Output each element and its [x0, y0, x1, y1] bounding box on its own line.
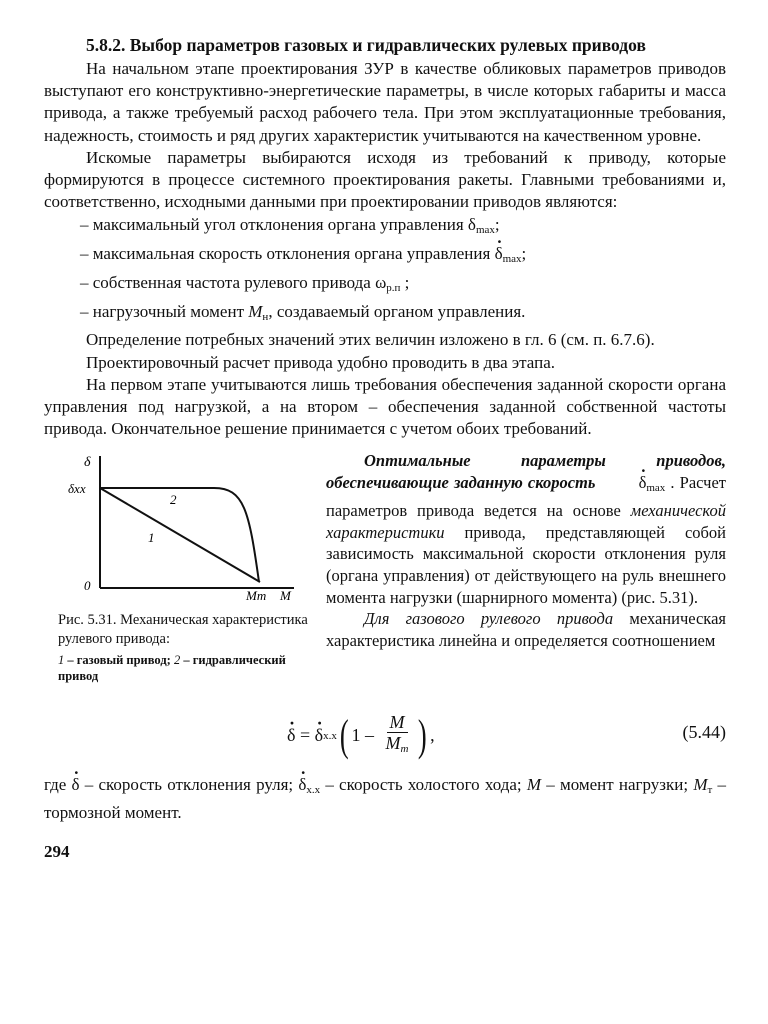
y-axis-label: δ [84, 455, 91, 471]
page-number: 294 [44, 841, 70, 861]
mechanical-characteristic-plot [44, 450, 308, 600]
list-item: – максимальная скорость отклонения органа управления · $\delta_{max}$; [44, 242, 726, 271]
paragraph-5: На первом этапе учитываются лишь требования обеспечения заданной скорости органа управления под нагрузкой, а на втором – обеспечения заданной собственной частоты привода. Окончательное решение принимается с учетом обоих требований. [44, 374, 726, 439]
figure-section [44, 450, 726, 684]
line-1-gas-drive [100, 488, 260, 582]
paragraph-1: На начальном этапе проектирования ЗУР в качестве обликовых параметров приводов выступают его конструктивно-энергетические параметры, в числе которых габариты и масса привода, а также требуемый расход рабочего тела. При этом эксплуатационные требования, надежность, стоимость и ряд других характеристик учитываются на качественном уровне. [44, 59, 726, 145]
list-item: – максимальный угол отклонения органа управления $\delta_{max}$; [80, 215, 500, 237]
figure-legend: 1 – газовый привод; 2 – гидравлический привод [58, 653, 286, 684]
right-paragraph-1: Оптимальные параметры приводов, обеспечивающие заданную скорость · $\delta_{max}$ . Расчет параметров привода ведется на основе механической характеристики привода, представляющей собой зависимость максимальной скорости отклонения руля (органа управления) от действующего на руль внешнего момента нагрузки (шарнирного момента) (рис. 5.31). [326, 450, 726, 608]
list-item: – нагрузочный момент $M_н$, создаваемый органом управления. [80, 302, 526, 324]
curve-1-label: 1 [148, 530, 155, 546]
x-axis-label: M [280, 588, 291, 601]
right-paragraph-2: Для газового рулевого привода механическая характеристика линейна и определяется соотношением [326, 609, 726, 651]
paragraph-2: Искомые параметры выбираются исходя из требований к приводу, которые формируются в процессе системного проектирования ракеты. Главными требованиями и, соответственно, исходными данными при проектировании приводов являются: [44, 147, 726, 212]
section-heading: 5.8.2. Выбор параметров газовых и гидравлических рулевых приводов [86, 35, 646, 55]
curve-2-label: 2 [170, 492, 177, 508]
formula-explanation: где · δ – скорость отклонения руля; · $\delta_{х.х}$ – скорость холостого хода; M – момент нагрузки; $M_т$ – тормозной момент. [44, 774, 726, 823]
paragraph-4: Проектировочный расчет привода удобно проводить в два этапа. [86, 352, 556, 372]
right-column [308, 450, 726, 684]
figure-caption: Рис. 5.31. Механическая характеристика рулевого привода: [58, 612, 308, 648]
figure [44, 450, 308, 684]
paragraph-3: Определение потребных значений этих величин изложено в гл. 6 (см. п. 6.7.6). [86, 330, 655, 350]
list-item: – собственная частота рулевого привода $\omega_{р.п}$ ; [80, 273, 410, 295]
x-tick-label: Mт [246, 588, 267, 601]
equation-5-44: · δ = · δ х.х ( 1 – $\frac{M}{M_т}$ ) , (5.44) [44, 702, 726, 764]
page [44, 34, 726, 862]
y-tick-label: δхх [68, 481, 86, 497]
equation-number: (5.44) [682, 722, 726, 743]
origin-label: 0 [84, 578, 91, 594]
